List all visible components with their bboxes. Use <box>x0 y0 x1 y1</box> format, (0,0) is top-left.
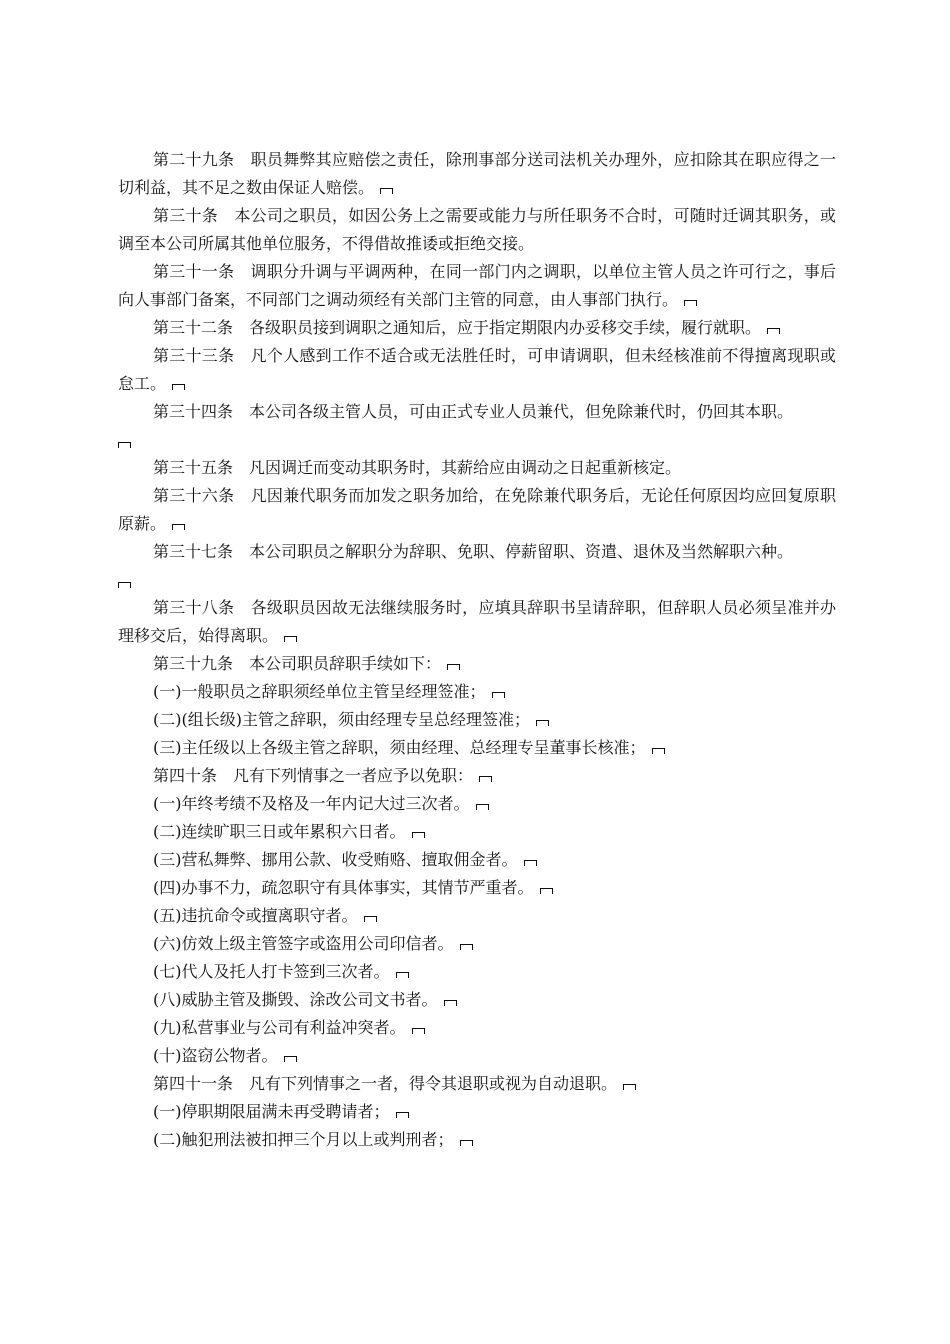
paragraph-mark-icon <box>460 944 473 950</box>
paragraph-text: 第四十一条 凡有下列情事之一者，得令其退职或视为自动退职。 <box>153 1074 618 1093</box>
paragraph-mark-icon <box>623 1084 636 1090</box>
paragraph-text: 第三十六条 凡因兼代职务而加发之职务加给，在免除兼代职务后，无论任何原因均应回复原职原薪。 <box>118 486 836 533</box>
paragraph-mark-icon <box>118 582 131 588</box>
article-29 <box>118 146 836 202</box>
list-item <box>118 930 836 958</box>
paragraph-text: 第三十一条 调职分升调与平调两种，在同一部门内之调职，以单位主管人员之许可行之，事后向人事部门备案，不同部门之调动须经有关部门主管的同意，由人事部门执行。 <box>118 262 836 309</box>
paragraph-mark-icon <box>172 524 185 530</box>
article-41 <box>118 1070 836 1098</box>
paragraph-mark-icon <box>396 1112 409 1118</box>
list-item <box>118 706 836 734</box>
paragraph-mark-icon <box>492 692 505 698</box>
paragraph-text: 第三十九条 本公司职员辞职手续如下： <box>153 654 442 673</box>
paragraph-text: 第三十三条 凡个人感到工作不适合或无法胜任时，可申请调职，但未经核准前不得擅离现职或怠工。 <box>118 346 836 393</box>
list-item <box>118 874 836 902</box>
paragraph-text: 第四十条 凡有下列情事之一者应予以免职： <box>153 766 474 785</box>
article-30 <box>118 202 836 258</box>
list-item <box>118 902 836 930</box>
paragraph-mark-icon <box>652 748 665 754</box>
paragraph-text: (一)停职期限届满未再受聘请者； <box>153 1102 390 1121</box>
paragraph-mark-icon <box>540 888 553 894</box>
paragraph-text: (一)一般职员之辞职须经单位主管呈经理签准； <box>153 682 486 701</box>
paragraph-text: 第二十九条 职员舞弊其应赔偿之责任，除刑事部分送司法机关办理外，应扣除其在职应得之一切利益，其不足之数由保证人赔偿。 <box>118 150 836 197</box>
paragraph-mark-icon <box>536 720 549 726</box>
list-item <box>118 734 836 762</box>
paragraph-text: (二)连续旷职三日或年累积六日者。 <box>153 822 406 841</box>
article-39 <box>118 650 836 678</box>
paragraph-mark-icon <box>396 972 409 978</box>
list-item <box>118 790 836 818</box>
paragraph-mark-icon <box>684 300 697 306</box>
list-item <box>118 958 836 986</box>
article-32 <box>118 314 836 342</box>
list-item <box>118 1042 836 1070</box>
paragraph-text: (一)年终考绩不及格及一年内记大过三次者。 <box>153 794 470 813</box>
paragraph-mark-icon <box>476 804 489 810</box>
paragraph-mark-icon <box>172 384 185 390</box>
paragraph-text: (七)代人及托人打卡签到三次者。 <box>153 962 390 981</box>
paragraph-mark-icon <box>118 442 131 448</box>
paragraph-text: (十)盗窃公物者。 <box>153 1046 278 1065</box>
article-40 <box>118 762 836 790</box>
article-34 <box>118 398 836 454</box>
article-33 <box>118 342 836 398</box>
list-item <box>118 846 836 874</box>
paragraph-text: (六)仿效上级主管签字或盗用公司印信者。 <box>153 934 454 953</box>
paragraph-text: (四)办事不力，疏忽职守有具体事实，其情节严重者。 <box>153 878 534 897</box>
article-31 <box>118 258 836 314</box>
paragraph-text: (三)主任级以上各级主管之辞职，须由经理、总经理专呈董事长核准； <box>153 738 646 757</box>
list-item <box>118 1098 836 1126</box>
paragraph-text: (八)威胁主管及撕毁、涂改公司文书者。 <box>153 990 438 1009</box>
paragraph-mark-icon <box>444 1000 457 1006</box>
list-item <box>118 1014 836 1042</box>
paragraph-mark-icon <box>479 776 492 782</box>
paragraph-mark-icon <box>284 636 297 642</box>
paragraph-text: 第三十二条 各级职员接到调职之通知后，应于指定期限内办妥移交手续，履行就职。 <box>153 318 762 337</box>
article-38 <box>118 594 836 650</box>
article-36 <box>118 482 836 538</box>
paragraph-mark-icon <box>412 1028 425 1034</box>
list-item <box>118 678 836 706</box>
list-item <box>118 986 836 1014</box>
list-item <box>118 1126 836 1154</box>
paragraph-mark-line <box>118 566 836 594</box>
list-item <box>118 818 836 846</box>
paragraph-mark-icon <box>460 1140 473 1146</box>
article-35 <box>118 454 836 482</box>
paragraph-text: 第三十四条 本公司各级主管人员，可由正式专业人员兼代，但免除兼代时，仍回其本职。 <box>153 402 794 421</box>
paragraph-mark-icon <box>447 664 460 670</box>
paragraph-text: 第三十七条 本公司职员之解职分为辞职、免职、停薪留职、资遣、退休及当然解职六种。 <box>153 542 794 561</box>
paragraph-text: (二)(组长级)主管之辞职，须由经理专呈总经理签准； <box>153 710 530 729</box>
paragraph-text: (九)私营事业与公司有利益冲突者。 <box>153 1018 406 1037</box>
paragraph-text: 第三十五条 凡因调迁而变动其职务时，其薪给应由调动之日起重新核定。 <box>153 458 682 477</box>
paragraph-text: 第三十条 本公司之职员，如因公务上之需要或能力与所任职务不合时，可随时迁调其职务，或调至本公司所属其他单位服务，不得借故推诿或拒绝交接。 <box>118 206 836 253</box>
paragraph-text: (五)违抗命令或擅离职守者。 <box>153 906 358 925</box>
paragraph-mark-icon <box>524 860 537 866</box>
document-body <box>118 146 836 1154</box>
paragraph-mark-icon <box>364 916 377 922</box>
paragraph-text: (二)触犯刑法被扣押三个月以上或判刑者； <box>153 1130 454 1149</box>
paragraph-mark-icon <box>380 188 393 194</box>
article-37 <box>118 538 836 594</box>
paragraph-mark-line <box>118 426 836 454</box>
paragraph-mark-icon <box>412 832 425 838</box>
paragraph-text: 第三十八条 各级职员因故无法继续服务时，应填具辞职书呈请辞职，但辞职人员必须呈准并办理移交后，始得离职。 <box>118 598 836 645</box>
paragraph-mark-icon <box>284 1056 297 1062</box>
paragraph-mark-icon <box>767 328 780 334</box>
paragraph-text: (三)营私舞弊、挪用公款、收受贿赂、擅取佣金者。 <box>153 850 518 869</box>
